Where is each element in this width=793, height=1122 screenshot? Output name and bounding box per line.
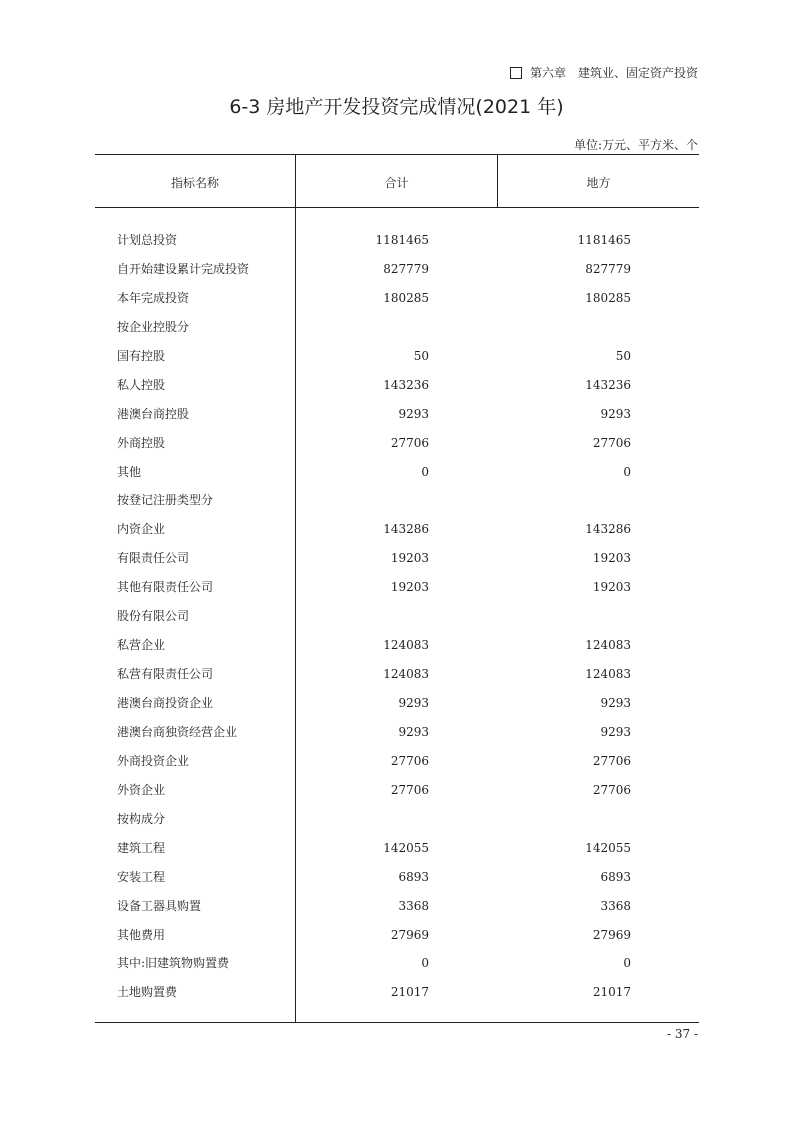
table-row — [95, 920, 699, 949]
unit-note: 单位:万元、平方米、个 — [573, 138, 698, 152]
row-name: 其他有限责任公司 — [117, 580, 214, 595]
table-row — [95, 601, 699, 630]
row-local: 27706 — [592, 435, 631, 450]
table-row — [95, 428, 699, 457]
row-total: 21017 — [390, 985, 429, 1000]
row-total: 9293 — [398, 724, 429, 739]
row-total: 143286 — [383, 522, 429, 537]
table-body — [95, 225, 699, 1006]
row-name: 其他费用 — [117, 927, 166, 942]
row-local: 0 — [623, 956, 631, 971]
row-name: 有限责任公司 — [117, 551, 190, 566]
table-title: 6-3 房地产开发投资完成情况(2021 年) — [229, 96, 564, 118]
row-name: 股份有限公司 — [117, 609, 190, 624]
row-total: 142055 — [383, 840, 429, 855]
table-row — [95, 572, 699, 601]
row-name: 按构成分 — [117, 811, 166, 826]
row-name: 港澳台商控股 — [117, 406, 190, 421]
row-local: 0 — [623, 464, 631, 479]
row-local: 3368 — [600, 898, 631, 913]
row-total: 27706 — [390, 753, 429, 768]
row-name: 国有控股 — [117, 348, 166, 363]
row-name: 土地购置费 — [117, 985, 178, 1000]
row-total: 124083 — [383, 638, 429, 653]
row-name: 港澳台商投资企业 — [117, 696, 214, 710]
row-total: 27969 — [390, 927, 429, 942]
row-local: 180285 — [585, 290, 631, 305]
table-row — [95, 862, 699, 891]
row-total: 3368 — [398, 898, 429, 913]
chapter-title: 第六章 建筑业、固定资产投资 — [529, 66, 698, 80]
row-total: 9293 — [398, 696, 429, 710]
row-local: 142055 — [585, 840, 631, 855]
table-row — [95, 370, 699, 399]
row-name: 其中:旧建筑物购置费 — [117, 956, 230, 971]
row-name: 私营有限责任公司 — [117, 667, 214, 682]
table-row — [95, 312, 699, 341]
row-total: 19203 — [390, 551, 429, 566]
row-local: 124083 — [585, 638, 631, 653]
row-total: 9293 — [398, 406, 429, 421]
row-name: 港澳台商独资经营企业 — [117, 724, 238, 739]
row-name: 其他 — [117, 464, 142, 479]
bottom-rule — [95, 1022, 699, 1023]
table-row — [95, 746, 699, 775]
header-local: 地方 — [586, 176, 611, 190]
row-local: 9293 — [600, 406, 631, 421]
table-row — [95, 775, 699, 804]
top-rule — [95, 154, 699, 155]
row-local: 1181465 — [577, 233, 631, 247]
row-name: 安装工程 — [117, 869, 166, 884]
row-name: 外资企业 — [117, 782, 166, 797]
row-name: 外商控股 — [117, 435, 166, 450]
row-name: 设备工器具购置 — [117, 898, 202, 913]
row-name: 计划总投资 — [117, 233, 178, 247]
table-row — [95, 543, 699, 572]
table-row — [95, 485, 699, 514]
row-total: 180285 — [383, 290, 429, 305]
row-name: 建筑工程 — [117, 840, 166, 855]
row-local: 827779 — [585, 261, 631, 276]
row-local: 19203 — [592, 580, 631, 595]
row-total: 27706 — [390, 782, 429, 797]
row-local: 9293 — [600, 696, 631, 710]
row-name: 私营企业 — [117, 638, 166, 653]
row-local: 143236 — [585, 377, 631, 392]
chapter-header — [510, 64, 698, 81]
row-local: 19203 — [592, 551, 631, 566]
table-row — [95, 283, 699, 312]
row-total: 6893 — [398, 869, 429, 884]
row-name: 按企业控股分 — [117, 319, 190, 334]
row-name: 按登记注册类型分 — [117, 493, 214, 508]
table-row — [95, 514, 699, 543]
row-total: 19203 — [390, 580, 429, 595]
table-row — [95, 717, 699, 746]
page-number: - 37 - — [666, 1027, 698, 1041]
header-rule — [95, 207, 699, 208]
table-row — [95, 254, 699, 283]
row-local: 21017 — [592, 985, 631, 1000]
table-row — [95, 833, 699, 862]
row-name: 内资企业 — [117, 522, 166, 537]
header-total: 合计 — [384, 176, 409, 190]
row-total: 27706 — [390, 435, 429, 450]
row-total: 0 — [421, 956, 429, 971]
row-name: 外商投资企业 — [117, 753, 190, 768]
table-row — [95, 688, 699, 717]
row-local: 6893 — [600, 869, 631, 884]
row-local: 143286 — [585, 522, 631, 537]
row-local: 27706 — [592, 782, 631, 797]
row-total: 0 — [421, 464, 429, 479]
row-local: 50 — [615, 348, 631, 363]
table-row — [95, 891, 699, 920]
row-total: 50 — [413, 348, 429, 363]
row-name: 本年完成投资 — [117, 290, 190, 305]
row-local: 124083 — [585, 667, 631, 682]
table-row — [95, 977, 699, 1006]
table-row — [95, 948, 699, 977]
table-row — [95, 225, 699, 254]
row-name: 自开始建设累计完成投资 — [117, 261, 250, 276]
table-row — [95, 630, 699, 659]
row-local: 27706 — [592, 753, 631, 768]
row-total: 143236 — [383, 377, 429, 392]
row-total: 827779 — [383, 261, 429, 276]
table-row — [95, 659, 699, 688]
row-name: 私人控股 — [117, 377, 166, 392]
table-row — [95, 457, 699, 486]
header-indicator-name: 指标名称 — [170, 176, 219, 190]
table-row — [95, 399, 699, 428]
square-icon — [510, 67, 522, 79]
table-row — [95, 341, 699, 370]
row-local: 9293 — [600, 724, 631, 739]
row-total: 1181465 — [375, 233, 429, 247]
table-row — [95, 804, 699, 833]
row-total: 124083 — [383, 667, 429, 682]
row-local: 27969 — [592, 927, 631, 942]
